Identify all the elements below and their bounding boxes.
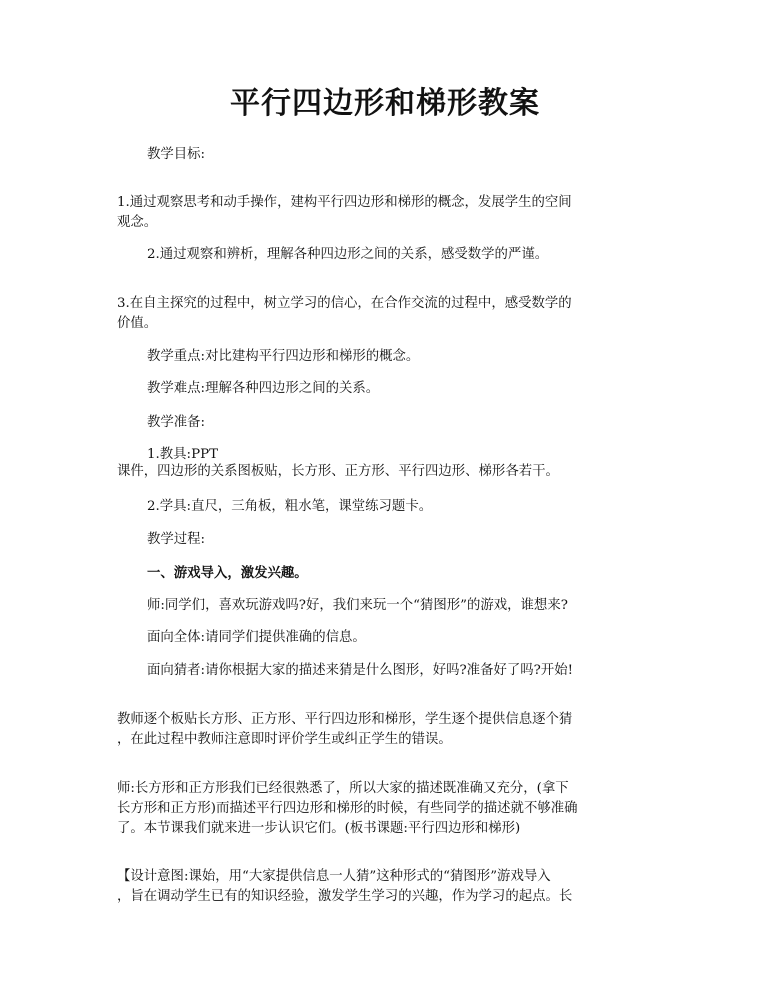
section-heading: 一、游戏导入，激发兴趣。	[147, 565, 308, 581]
paragraph-line: 价值。	[117, 316, 158, 331]
paragraph-line: 师:长方形和正方形我们已经很熟悉了，所以大家的描述既准确又充分，(拿下	[117, 781, 569, 796]
key-point-line: 教学重点:对比建构平行四边形和梯形的概念。	[147, 349, 420, 364]
paragraph-line: 2.通过观察和辨析，理解各种四边形之间的关系，感受数学的严谨。	[147, 247, 549, 262]
paragraph-line: 观念。	[117, 215, 158, 230]
paragraph-line: 师:同学们，喜欢玩游戏吗?好，我们来玩一个“猜图形”的游戏，谁想来?	[147, 598, 568, 613]
difficulty-line: 教学难点:理解各种四边形之间的关系。	[147, 381, 380, 396]
paragraph-line: 教师逐个板贴长方形、正方形、平行四边形和梯形，学生逐个提供信息逐个猜	[117, 712, 573, 727]
paragraph-line: 长方形和正方形)而描述平行四边形和梯形的时候，有些同学的描述就不够准确	[117, 801, 578, 816]
paragraph-line: 2.学具:直尺，三角板，粗水笔，课堂练习题卡。	[147, 499, 433, 514]
paragraph-line: ，在此过程中教师注意即时评价学生或纠正学生的错误。	[117, 732, 452, 747]
paragraph-line: 课件，四边形的关系图板贴，长方形、正方形、平行四边形、梯形各若干。	[117, 464, 559, 479]
paragraph-line: 面向全体:请同学们提供准确的信息。	[147, 630, 366, 645]
paragraph-line: 3.在自主探究的过程中，树立学习的信心，在合作交流的过程中，感受数学的	[117, 296, 572, 311]
process-heading: 教学过程:	[147, 532, 206, 547]
paragraph-line: 了。本节课我们就来进一步认识它们。(板书课题:平行四边形和梯形)	[117, 821, 521, 836]
objectives-heading: 教学目标:	[147, 147, 206, 162]
paragraph-line: 1.教具:PPT	[147, 447, 219, 462]
paragraph-line: ，旨在调动学生已有的知识经验，激发学生学习的兴趣，作为学习的起点。长	[117, 889, 573, 904]
paragraph-line: 【设计意图:课始，用“大家提供信息一人猜”这种形式的“猜图形”游戏导入	[117, 869, 551, 884]
document-title: 平行四边形和梯形教案	[230, 86, 540, 121]
paragraph-line: 1.通过观察思考和动手操作，建构平行四边形和梯形的概念，发展学生的空间	[117, 195, 572, 210]
paragraph-line: 面向猜者:请你根据大家的描述来猜是什么图形，好吗?准备好了吗?开始!	[147, 663, 573, 678]
preparation-heading: 教学准备:	[147, 415, 206, 430]
